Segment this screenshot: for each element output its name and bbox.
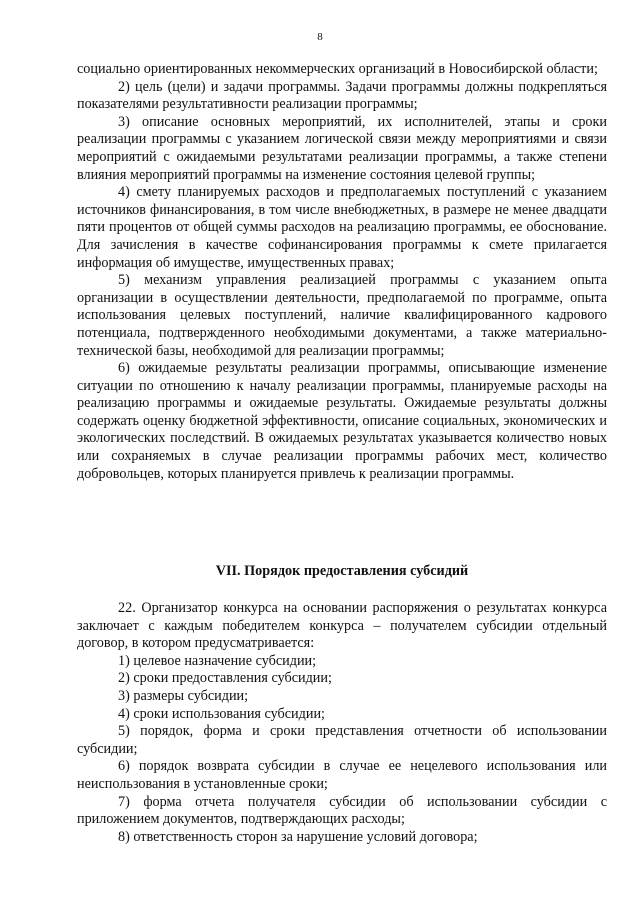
paragraph-item-2: 2) цель (цели) и задачи программы. Задачи программы должны подкрепляться показателями результативности реализации программы; xyxy=(77,78,607,113)
paragraph-item-6: 6) ожидаемые результаты реализации программы, описывающие изменение ситуации по отношению к началу реализации программы, планируемые расходы на реализацию программы и ожидаемые результаты. Ожидаемые результаты должны содержать оценку бюджетной эффективности, описание социальных, экономических и экологических последствий. В ожидаемых результатах указывается количество новых или сохраняемых в случае реализации программы рабочих мест, количество добровольцев, которых планируется привлечь к реализации программы. xyxy=(77,360,607,482)
page-number: 8 xyxy=(317,31,323,43)
section-heading: VII. Порядок предоставления субсидий xyxy=(215,563,469,579)
list-item-1: 1) целевое назначение субсидии; xyxy=(118,652,317,669)
list-item-2: 2) сроки предоставления субсидии; xyxy=(118,670,332,687)
paragraph-item-3: 3) описание основных мероприятий, их исполнителей, этапы и сроки реализации программы с указанием логической связи между мероприятиями и связи мероприятий с ожидаемыми результатами реализации программы, а также степени влияния мероприятий программы на изменение состояния целевой группы; xyxy=(77,113,607,183)
list-item-5: 5) порядок, форма и сроки представления отчетности об использовании субсидии; xyxy=(77,723,607,757)
paragraph-item-5: 5) механизм управления реализацией программы с указанием опыта организации в осуществлении деятельности, предполагаемой по программе, опыта использования целевых поступлений, наличие квалифицированного кадрового потенциала, подтвержденного необходимыми документами, а также материально-технической базы, необходимой для реализации программы; xyxy=(77,272,607,359)
list-item-4: 4) сроки использования субсидии; xyxy=(118,705,325,722)
text-block-1 xyxy=(77,61,607,483)
paragraph-continuation: социально ориентированных некоммерческих организаций в Новосибирской области; xyxy=(77,61,598,77)
list-item-6: 6) порядок возврата субсидии в случае ее нецелевого использования или неиспользования в установленные сроки; xyxy=(77,758,607,792)
text-block-2 xyxy=(77,600,607,846)
paragraph-clause-22: 22. Организатор конкурса на основании распоряжения о результатах конкурса заключает с каждым победителем конкурса – получателем субсидии отдельный договор, в котором предусматривается: xyxy=(77,600,607,652)
paragraph-item-4: 4) смету планируемых расходов и предполагаемых поступлений с указанием источников финансирования, в том числе внебюджетных, в размере не менее двадцати пяти процентов от общей суммы расходов на реализацию программы, ее обоснование. Для зачисления в качестве софинансирования программы к смете прилагается информация об имуществе, имущественных правах; xyxy=(77,184,607,271)
list-item-8: 8) ответственность сторон за нарушение условий договора; xyxy=(118,828,478,845)
list-item-7: 7) форма отчета получателя субсидии об использовании субсидии с приложением документов, подтверждающих расходы; xyxy=(77,793,607,828)
list-item-3: 3) размеры субсидии; xyxy=(118,687,249,704)
